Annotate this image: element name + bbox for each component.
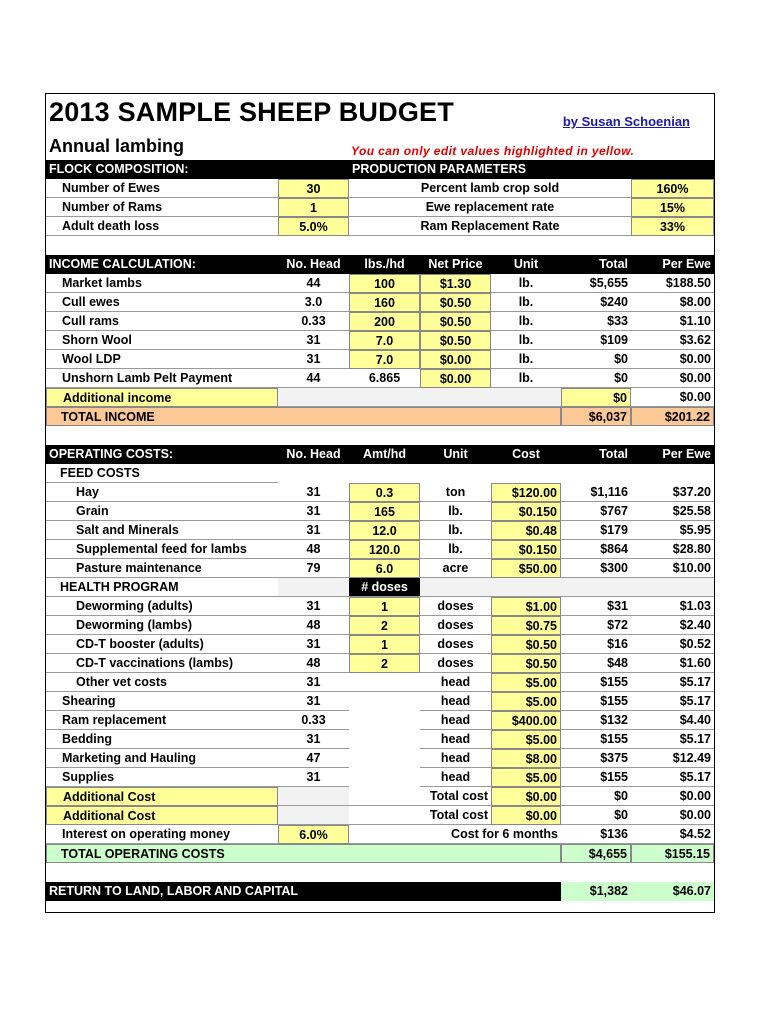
operating-column-header: OPERATING COSTS: xyxy=(49,447,174,461)
operating-item-label: Supplies xyxy=(46,768,278,787)
amount-per-head-input[interactable]: 12.0 xyxy=(349,521,420,540)
flock-label: Number of Rams xyxy=(46,198,278,217)
additional-income-total-input[interactable]: $0 xyxy=(561,388,631,407)
income-row xyxy=(46,312,714,331)
income-row xyxy=(46,293,714,312)
health-blank-right xyxy=(420,578,714,597)
income-item-label: Unshorn Lamb Pelt Payment xyxy=(46,369,278,388)
cost-input[interactable]: $50.00 xyxy=(491,559,561,578)
income-item-label: Market lambs xyxy=(46,274,278,293)
parameter-label: Ram Replacement Rate xyxy=(349,217,631,236)
health-program-heading: HEALTH PROGRAM xyxy=(46,578,278,597)
feed-row xyxy=(46,559,714,578)
head-count: 44 xyxy=(278,274,349,293)
interest-label: Interest on operating money xyxy=(46,825,278,844)
per-ewe-cell: $2.40 xyxy=(631,616,714,635)
unit-cell: lb. xyxy=(491,331,561,350)
additional-cost-blank xyxy=(278,806,349,825)
operating-column-header: Unit xyxy=(443,447,468,461)
net-price-input[interactable]: $0.50 xyxy=(420,293,491,312)
head-count: 31 xyxy=(278,635,349,654)
income-header-row xyxy=(46,255,714,274)
operating-column-header: Total xyxy=(599,447,628,461)
cost-input[interactable]: $0.75 xyxy=(491,616,561,635)
income-column-header: INCOME CALCULATION: xyxy=(49,257,196,271)
unit-cell: acre xyxy=(420,559,491,578)
total-income-total: $6,037 xyxy=(561,407,631,426)
head-count: 31 xyxy=(278,483,349,502)
lbs-per-head-input[interactable]: 160 xyxy=(349,293,420,312)
per-ewe-cell: $25.58 xyxy=(631,502,714,521)
health-item-label: Other vet costs xyxy=(46,673,278,692)
per-ewe-cell: $5.95 xyxy=(631,521,714,540)
additional-cost-unit: Total cost xyxy=(349,787,491,806)
per-ewe-cell: $10.00 xyxy=(631,559,714,578)
head-count: 48 xyxy=(278,540,349,559)
flock-label: Adult death loss xyxy=(46,217,278,236)
operating-item-label: Ram replacement xyxy=(46,711,278,730)
flock-row xyxy=(46,179,714,198)
head-count: 48 xyxy=(278,654,349,673)
unit-cell: doses xyxy=(420,635,491,654)
return-row xyxy=(46,882,714,901)
head-count: 47 xyxy=(278,749,349,768)
total-cell: $132 xyxy=(561,711,631,730)
unit-cell: lb. xyxy=(491,274,561,293)
operating-column-header: Per Ewe xyxy=(662,447,711,461)
unit-cell: lb. xyxy=(420,540,491,559)
return-per-ewe: $46.07 xyxy=(631,882,714,901)
income-row xyxy=(46,331,714,350)
flock-value-input[interactable]: 1 xyxy=(278,198,349,217)
total-operating-row xyxy=(46,844,714,863)
feed-costs-row xyxy=(46,464,714,483)
operating-column-header: Amt/hd xyxy=(362,447,407,461)
operating-header-row xyxy=(46,445,714,464)
unit-cell: head xyxy=(420,692,491,711)
cost-input[interactable]: $5.00 xyxy=(491,673,561,692)
income-column-header: Total xyxy=(599,257,628,271)
head-count: 31 xyxy=(278,331,349,350)
operating-column-header: Cost xyxy=(512,447,540,461)
unit-cell: lb. xyxy=(491,293,561,312)
operating-row xyxy=(46,749,714,768)
health-blank xyxy=(278,578,349,597)
head-count: 31 xyxy=(278,692,349,711)
return-label: RETURN TO LAND, LABOR AND CAPITAL xyxy=(49,884,299,898)
cost-input[interactable]: $5.00 xyxy=(491,692,561,711)
per-ewe-cell: $8.00 xyxy=(631,293,714,312)
budget-sheet xyxy=(45,93,715,913)
total-income-row xyxy=(46,407,714,426)
health-row xyxy=(46,635,714,654)
total-cell: $300 xyxy=(561,559,631,578)
flock-value-input[interactable]: 30 xyxy=(278,179,349,198)
per-ewe-cell: $3.62 xyxy=(631,331,714,350)
flock-header-row xyxy=(46,160,714,179)
income-column-header: No. Head xyxy=(286,257,341,271)
head-count: 44 xyxy=(278,369,349,388)
head-count: 31 xyxy=(278,502,349,521)
flock-row xyxy=(46,198,714,217)
head-count: 79 xyxy=(278,559,349,578)
total-cell: $31 xyxy=(561,597,631,616)
unit-cell: doses xyxy=(420,597,491,616)
lbs-per-head-input: 6.865 xyxy=(349,369,420,388)
cost-input[interactable]: $0.50 xyxy=(491,635,561,654)
lbs-per-head-input[interactable]: 7.0 xyxy=(349,331,420,350)
additional-cost-label[interactable]: Additional Cost xyxy=(46,787,278,806)
cost-input[interactable]: $120.00 xyxy=(491,483,561,502)
doses-input[interactable]: 2 xyxy=(349,616,420,635)
total-cell: $0 xyxy=(561,369,631,388)
operating-item-label: Marketing and Hauling xyxy=(46,749,278,768)
lbs-per-head-input[interactable]: 200 xyxy=(349,312,420,331)
doses-column-label: # doses xyxy=(349,578,420,597)
sheet-subtitle: Annual lambing xyxy=(49,136,184,156)
per-ewe-cell: $1.03 xyxy=(631,597,714,616)
total-cell: $48 xyxy=(561,654,631,673)
feed-item-label: Salt and Minerals xyxy=(46,521,278,540)
doses-input[interactable]: 2 xyxy=(349,654,420,673)
feed-item-label: Pasture maintenance xyxy=(46,559,278,578)
unit-cell: lb. xyxy=(491,312,561,331)
unit-cell: head xyxy=(420,768,491,787)
doses-input[interactable]: 1 xyxy=(349,635,420,654)
head-count: 3.0 xyxy=(278,293,349,312)
health-row xyxy=(46,673,714,692)
cost-input[interactable]: $0.150 xyxy=(491,502,561,521)
sheet-title: 2013 SAMPLE SHEEP BUDGET xyxy=(49,97,454,127)
total-cell: $0 xyxy=(561,350,631,369)
head-count: 31 xyxy=(278,730,349,749)
total-operating-label: TOTAL OPERATING COSTS xyxy=(46,844,561,863)
per-ewe-cell: $0.00 xyxy=(631,369,714,388)
parameter-value-input[interactable]: 33% xyxy=(631,217,714,236)
per-ewe-cell: $0.00 xyxy=(631,806,714,825)
cost-input[interactable]: $0.50 xyxy=(491,654,561,673)
feed-row xyxy=(46,540,714,559)
health-row xyxy=(46,597,714,616)
feed-row xyxy=(46,521,714,540)
income-column-header: Per Ewe xyxy=(662,257,711,271)
health-row xyxy=(46,616,714,635)
health-item-label: Deworming (lambs) xyxy=(46,616,278,635)
head-count: 31 xyxy=(278,768,349,787)
income-item-label: Cull rams xyxy=(46,312,278,331)
health-item-label: CD-T booster (adults) xyxy=(46,635,278,654)
lbs-per-head-input[interactable]: 7.0 xyxy=(349,350,420,369)
flock-label: Number of Ewes xyxy=(46,179,278,198)
head-count: 31 xyxy=(278,350,349,369)
head-count: 0.33 xyxy=(278,711,349,730)
cost-input[interactable]: $1.00 xyxy=(491,597,561,616)
total-cell: $155 xyxy=(561,768,631,787)
health-program-row xyxy=(46,578,714,597)
operating-row xyxy=(46,711,714,730)
additional-cost-input[interactable]: $0.00 xyxy=(491,787,561,806)
per-ewe-cell: $0.00 xyxy=(631,787,714,806)
per-ewe-cell: $1.10 xyxy=(631,312,714,331)
flock-row xyxy=(46,217,714,236)
cost-input[interactable]: $400.00 xyxy=(491,711,561,730)
operating-item-label: Bedding xyxy=(46,730,278,749)
operating-row xyxy=(46,768,714,787)
unit-cell: head xyxy=(420,711,491,730)
total-cell: $767 xyxy=(561,502,631,521)
income-item-label: Shorn Wool xyxy=(46,331,278,350)
amount-per-head-input[interactable]: 0.3 xyxy=(349,483,420,502)
additional-cost-row xyxy=(46,806,714,825)
parameter-label: Percent lamb crop sold xyxy=(349,179,631,198)
feed-costs-heading: FEED COSTS xyxy=(46,464,278,483)
operating-row xyxy=(46,730,714,749)
additional-cost-input[interactable]: $0.00 xyxy=(491,806,561,825)
income-column-header: Net Price xyxy=(428,257,483,271)
total-cell: $1,116 xyxy=(561,483,631,502)
total-cell: $155 xyxy=(561,730,631,749)
total-cell: $0 xyxy=(561,806,631,825)
total-cell: $375 xyxy=(561,749,631,768)
unit-cell: doses xyxy=(420,654,491,673)
interest-per-ewe: $4.52 xyxy=(631,825,714,844)
unit-cell: ton xyxy=(420,483,491,502)
total-cell: $179 xyxy=(561,521,631,540)
amount-per-head-input[interactable]: 6.0 xyxy=(349,559,420,578)
per-ewe-cell: $5.17 xyxy=(631,692,714,711)
feed-item-label: Hay xyxy=(46,483,278,502)
interest-total: $136 xyxy=(561,825,631,844)
head-count: 31 xyxy=(278,673,349,692)
net-price-input[interactable]: $0.50 xyxy=(420,312,491,331)
doses-input xyxy=(349,673,420,692)
per-ewe-cell: $1.60 xyxy=(631,654,714,673)
feed-item-label: Supplemental feed for lambs xyxy=(46,540,278,559)
parameter-value-input[interactable]: 160% xyxy=(631,179,714,198)
head-count: 48 xyxy=(278,616,349,635)
total-cell: $155 xyxy=(561,692,631,711)
total-cell: $109 xyxy=(561,331,631,350)
per-ewe-cell: $0.00 xyxy=(631,350,714,369)
per-ewe-cell: $37.20 xyxy=(631,483,714,502)
per-ewe-cell: $12.49 xyxy=(631,749,714,768)
interest-rate-input[interactable]: 6.0% xyxy=(278,825,349,844)
additional-income-blank xyxy=(278,388,561,407)
total-cell: $72 xyxy=(561,616,631,635)
unit-cell: head xyxy=(420,673,491,692)
cost-input[interactable]: $5.00 xyxy=(491,730,561,749)
lbs-per-head-input[interactable]: 100 xyxy=(349,274,420,293)
head-count: 31 xyxy=(278,597,349,616)
net-price-input[interactable]: $0.00 xyxy=(420,350,491,369)
additional-income-row xyxy=(46,388,714,407)
income-item-label: Cull ewes xyxy=(46,293,278,312)
feed-row xyxy=(46,502,714,521)
total-cell: $0 xyxy=(561,787,631,806)
total-operating-total: $4,655 xyxy=(561,844,631,863)
head-count: 0.33 xyxy=(278,312,349,331)
additional-cost-label[interactable]: Additional Cost xyxy=(46,806,278,825)
amount-per-head-input[interactable]: 120.0 xyxy=(349,540,420,559)
income-row xyxy=(46,274,714,293)
feed-item-label: Grain xyxy=(46,502,278,521)
income-column-header: Unit xyxy=(513,257,539,271)
unit-cell: head xyxy=(420,749,491,768)
total-cell: $16 xyxy=(561,635,631,654)
interest-row xyxy=(46,825,714,844)
net-price-input[interactable]: $0.00 xyxy=(420,369,491,388)
unit-cell: lb. xyxy=(420,502,491,521)
income-row xyxy=(46,369,714,388)
parameter-label: Ewe replacement rate xyxy=(349,198,631,217)
health-item-label: CD-T vaccinations (lambs) xyxy=(46,654,278,673)
return-total: $1,382 xyxy=(561,882,631,901)
cost-input[interactable]: $5.00 xyxy=(491,768,561,787)
feed-row xyxy=(46,483,714,502)
parameter-value-input[interactable]: 15% xyxy=(631,198,714,217)
per-ewe-cell: $4.40 xyxy=(631,711,714,730)
per-ewe-cell: $5.17 xyxy=(631,768,714,787)
head-count: 31 xyxy=(278,521,349,540)
interest-description: Cost for 6 months xyxy=(349,825,561,844)
per-ewe-cell: $5.17 xyxy=(631,673,714,692)
per-ewe-cell: $5.17 xyxy=(631,730,714,749)
additional-cost-blank xyxy=(278,787,349,806)
income-row xyxy=(46,350,714,369)
per-ewe-cell: $0.52 xyxy=(631,635,714,654)
operating-row xyxy=(46,692,714,711)
total-income-label: TOTAL INCOME xyxy=(46,407,561,426)
unit-cell: doses xyxy=(420,616,491,635)
total-operating-per-ewe: $155.15 xyxy=(631,844,714,863)
flock-composition-heading: FLOCK COMPOSITION: xyxy=(49,162,189,176)
author-link[interactable]: by Susan Schoenian xyxy=(562,114,690,129)
health-item-label: Deworming (adults) xyxy=(46,597,278,616)
total-cell: $5,655 xyxy=(561,274,631,293)
total-cell: $33 xyxy=(561,312,631,331)
additional-income-label[interactable]: Additional income xyxy=(46,388,278,407)
income-column-header: lbs./hd xyxy=(364,257,405,271)
doses-input[interactable]: 1 xyxy=(349,597,420,616)
operating-column-header: No. Head xyxy=(286,447,341,461)
flock-value-input[interactable]: 5.0% xyxy=(278,217,349,236)
total-cell: $155 xyxy=(561,673,631,692)
unit-cell: head xyxy=(420,730,491,749)
cost-input[interactable]: $8.00 xyxy=(491,749,561,768)
per-ewe-cell: $188.50 xyxy=(631,274,714,293)
additional-cost-unit: Total cost xyxy=(349,806,491,825)
edit-note: You can only edit values highlighted in yellow. xyxy=(351,144,635,158)
total-cell: $864 xyxy=(561,540,631,559)
per-ewe-cell: $28.80 xyxy=(631,540,714,559)
operating-item-label: Shearing xyxy=(46,692,278,711)
additional-income-per-ewe: $0.00 xyxy=(631,388,714,407)
unit-cell: lb. xyxy=(420,521,491,540)
cost-input[interactable]: $0.150 xyxy=(491,540,561,559)
unit-cell: lb. xyxy=(491,350,561,369)
health-row xyxy=(46,654,714,673)
unit-cell: lb. xyxy=(491,369,561,388)
net-price-input[interactable]: $0.50 xyxy=(420,331,491,350)
additional-cost-row xyxy=(46,787,714,806)
amount-per-head-input[interactable]: 165 xyxy=(349,502,420,521)
production-parameters-heading: PRODUCTION PARAMETERS xyxy=(352,162,527,176)
cost-input[interactable]: $0.48 xyxy=(491,521,561,540)
income-item-label: Wool LDP xyxy=(46,350,278,369)
net-price-input[interactable]: $1.30 xyxy=(420,274,491,293)
total-income-per-ewe: $201.22 xyxy=(631,407,714,426)
total-cell: $240 xyxy=(561,293,631,312)
